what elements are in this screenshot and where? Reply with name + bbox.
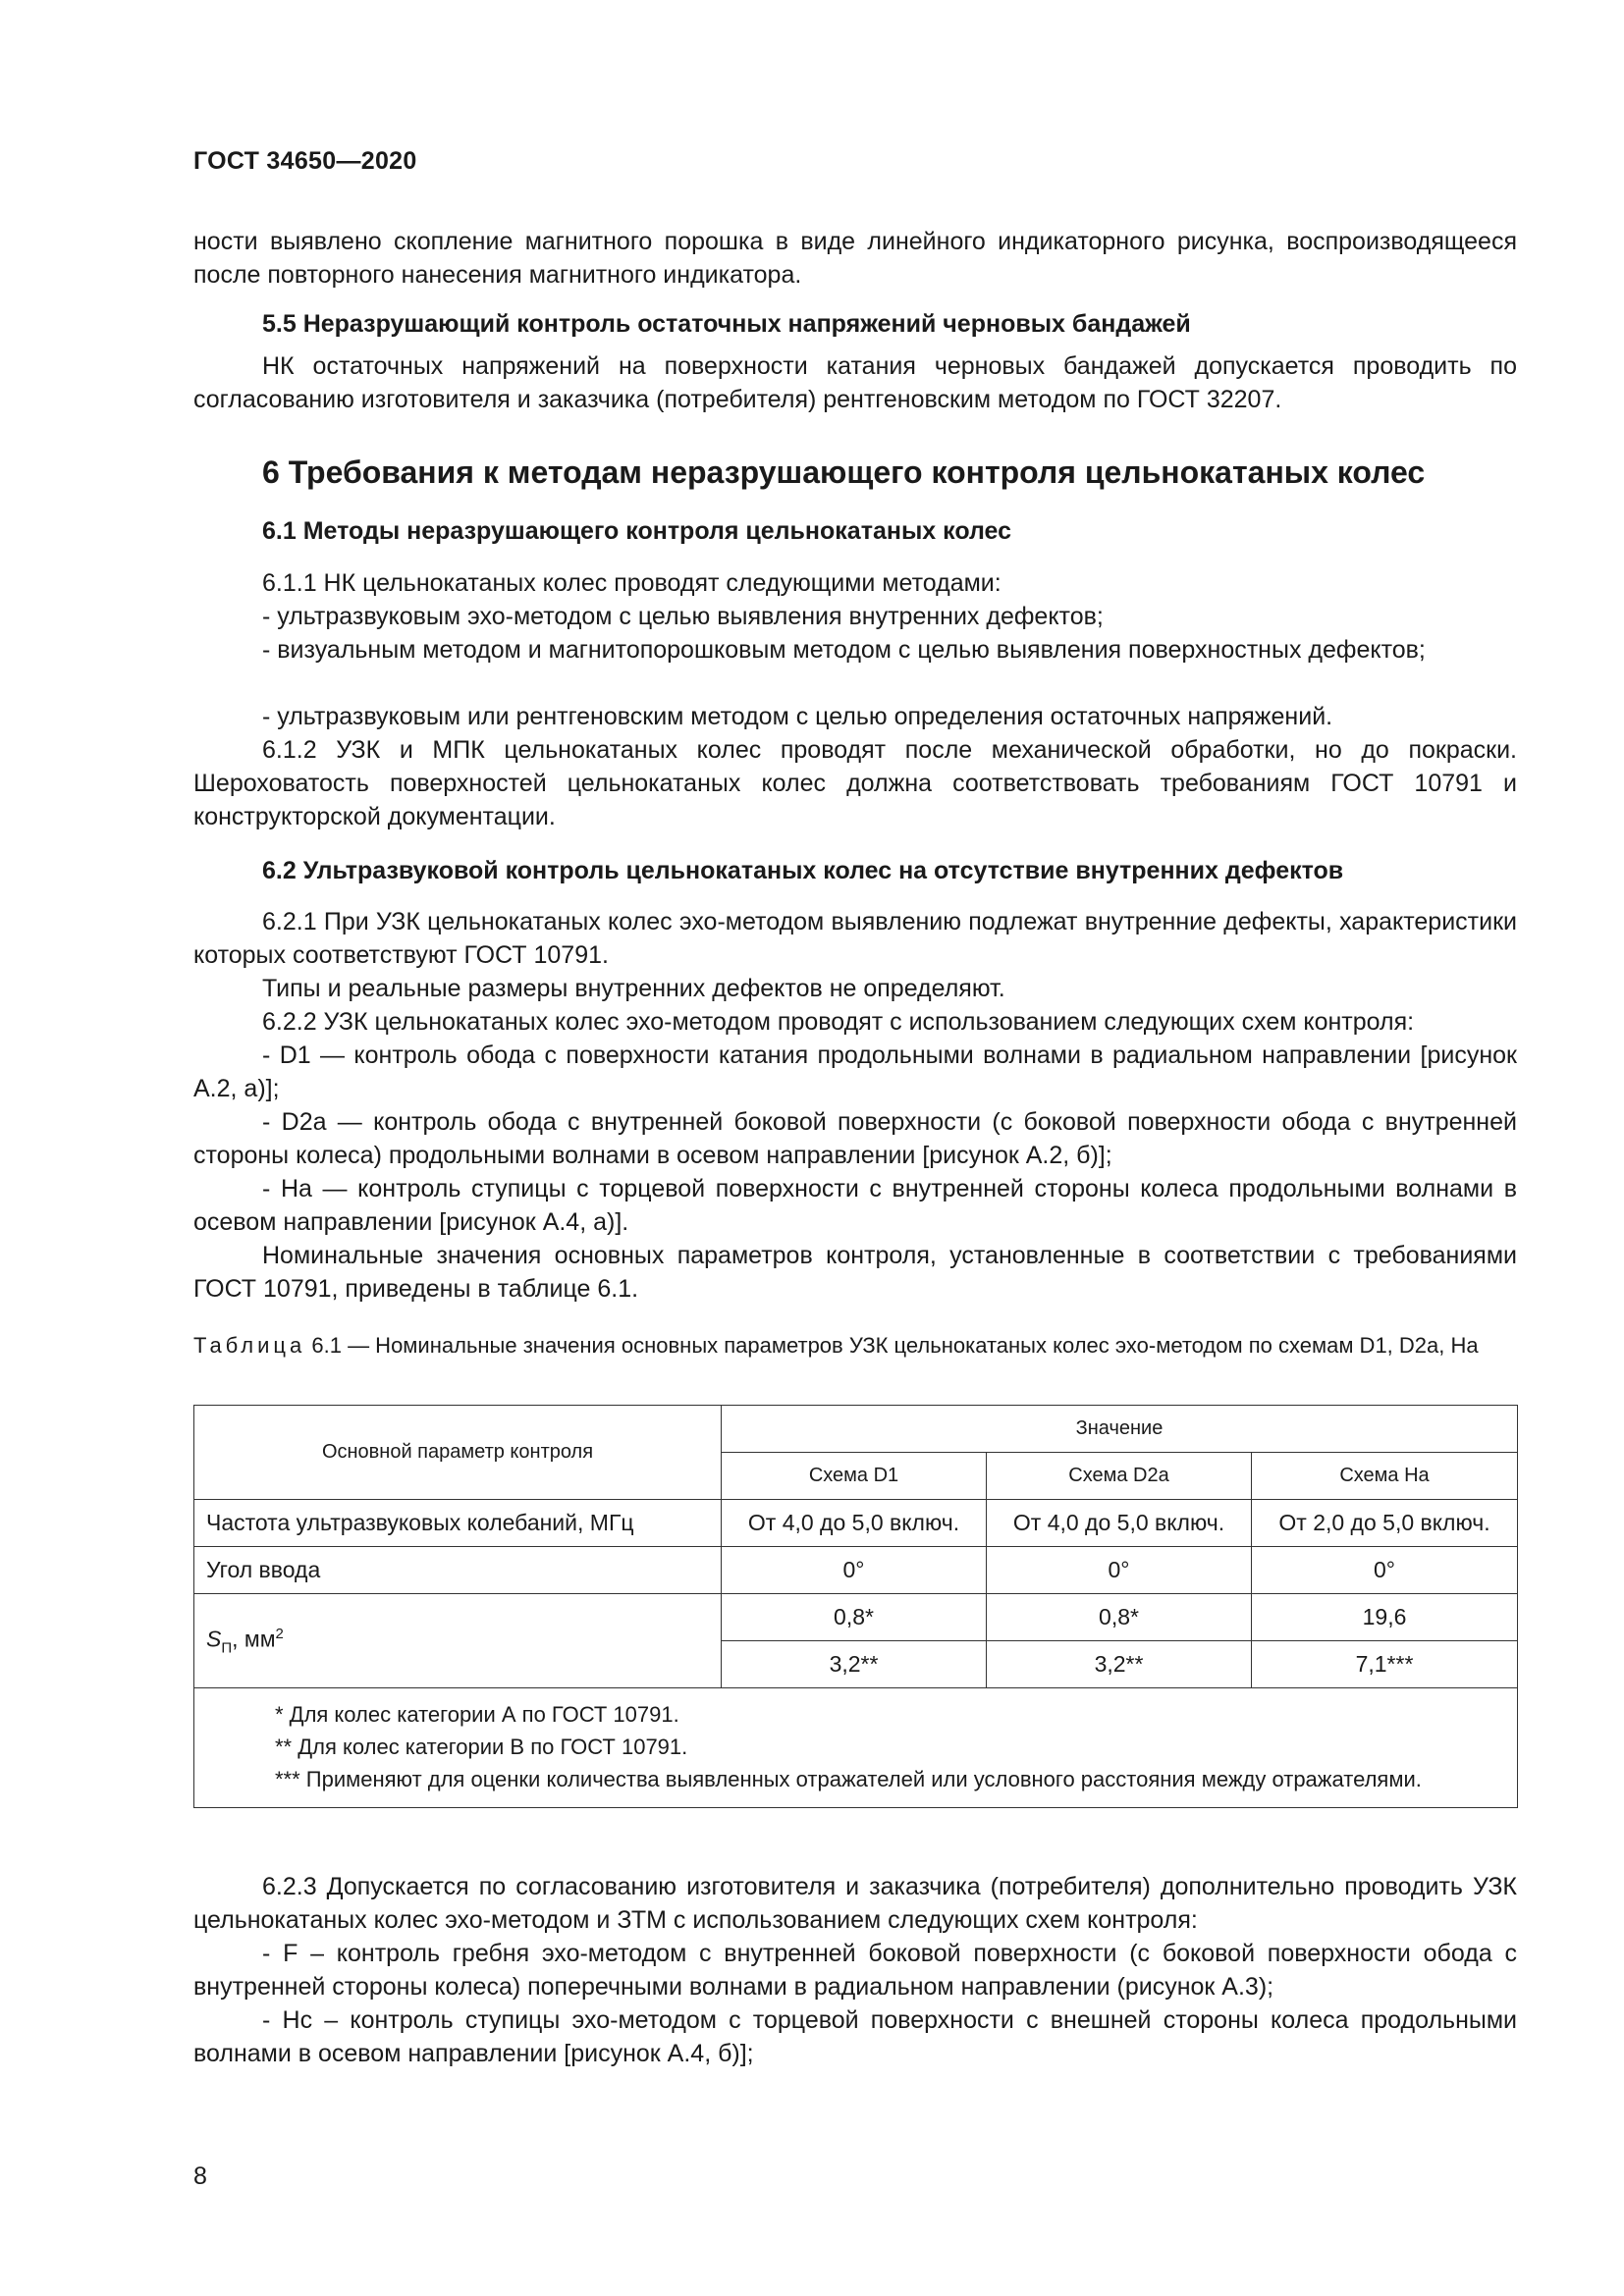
list-item: - F – контроль гребня эхо-методом с внутренней боковой поверхности (с боковой поверхности обода с внутренней стороны колеса) поперечными волнами в радиальном направлении (рисунок А.3); [193,1940,1517,2001]
para-6-1-2: 6.1.2 УЗК и МПК цельнокатаных колес проводят после механической обработки, но до покраски. Шероховатость поверхностей цельнокатаных колес должна соответствовать требованиям ГОСТ 10791 и конструкторской документации. [193,736,1517,830]
para-6-2-2: 6.2.2 УЗК цельнокатаных колес эхо-методом проводят с использованием следующих схем контроля: [262,1008,1415,1036]
table-cell: 0° [987,1547,1252,1594]
table-header-scheme-d2a: Схема D2а [987,1453,1252,1500]
table-cell: От 4,0 до 5,0 включ. [987,1500,1252,1547]
table-note: ** Для колес категории В по ГОСТ 10791. [275,1735,688,1759]
para-6-1-1: 6.1.1 НК цельнокатаных колес проводят следующими методами: [262,569,1001,597]
section-5-5-title: 5.5 Неразрушающий контроль остаточных напряжений черновых бандажей [262,310,1191,338]
table-header-scheme-d1: Схема D1 [722,1453,987,1500]
continuation-paragraph: ности выявлено скопление магнитного порошка в виде линейного индикаторного рисунка, воспроизводящееся после повторного нанесения магнитного индикатора. [193,228,1517,289]
table-cell: От 4,0 до 5,0 включ. [722,1500,987,1547]
table-caption-text: 6.1 — Номинальные значения основных параметров УЗК цельнокатаных колес эхо-методом по схемам D1, D2а, На [305,1333,1479,1358]
table-cell: 3,2** [987,1641,1252,1688]
table-header-parameter: Основной параметр контроля [194,1406,722,1500]
table-cell: Частота ультразвуковых колебаний, МГц [194,1500,722,1547]
table-cell: 0° [722,1547,987,1594]
table-row [194,1594,1518,1641]
table-cell: 0,8* [987,1594,1252,1641]
table-cell: 0° [1252,1547,1518,1594]
document-header: ГОСТ 34650—2020 [193,147,417,175]
table-caption [193,1330,1517,1362]
para-6-2-2b: Номинальные значения основных параметров контроля, установленные в соответствии с требованиями ГОСТ 10791, приведены в таблице 6.1. [193,1242,1517,1303]
sp-symbol: S [206,1626,222,1652]
table-cell: От 2,0 до 5,0 включ. [1252,1500,1518,1547]
table-row [194,1547,1518,1594]
section-6-1-title: 6.1 Методы неразрушающего контроля цельнокатаных колес [262,517,1012,545]
section-5-5-body: НК остаточных напряжений на поверхности катания черновых бандажей допускается проводить по согласованию изготовителя и заказчика (потребителя) рентгеновским методом по ГОСТ 32207. [193,352,1517,413]
list-item: - На — контроль ступицы с торцевой поверхности с внутренней стороны колеса продольными волнами в осевом направлении [рисунок А.4, а)]. [193,1175,1517,1236]
list-item: - D2а — контроль обода с внутренней боковой поверхности (с боковой поверхности обода с внутренней стороны колеса) продольными волнами в осевом направлении [рисунок А.2, б)]; [193,1108,1517,1169]
list-item: - Нс – контроль ступицы эхо-методом с торцевой поверхности с внешней стороны колеса продольными волнами в осевом направлении [рисунок А.4, б)]; [193,2006,1517,2067]
parameters-table [193,1405,1518,1808]
table-cell-sp-label [194,1594,722,1688]
table-header-value: Значение [722,1406,1518,1453]
table-notes [194,1688,1518,1808]
sp-subscript: П [221,1639,233,1657]
page-number: 8 [193,2163,207,2190]
table-notes-row [194,1688,1518,1808]
table-cell: 19,6 [1252,1594,1518,1641]
list-item: - ультразвуковым эхо-методом с целью выявления внутренних дефектов; [262,603,1104,630]
table-cell: Угол ввода [194,1547,722,1594]
section-6-title: 6 Требования к методам неразрушающего контроля цельнокатаных колес [262,454,1426,490]
table-cell: 3,2** [722,1641,987,1688]
list-item: - D1 — контроль обода с поверхности катания продольными волнами в радиальном направлении [рисунок А.2, а)]; [193,1041,1517,1102]
para-6-2-1: 6.2.1 При УЗК цельнокатаных колес эхо-методом выявлению подлежат внутренние дефекты, характеристики которых соответствуют ГОСТ 10791. [193,908,1517,969]
list-item: - визуальным методом и магнитопорошковым методом с целью выявления поверхностных дефектов; [262,636,1426,664]
para-6-2-1b: Типы и реальные размеры внутренних дефектов не определяют. [262,975,1005,1002]
table-row [194,1500,1518,1547]
sp-unit: , мм [232,1626,276,1652]
para-6-2-3: 6.2.3 Допускается по согласованию изготовителя и заказчика (потребителя) дополнительно проводить УЗК цельнокатаных колес эхо-методом и ЗТМ с использованием следующих схем контроля: [193,1873,1517,1934]
list-item: - ультразвуковым или рентгеновским методом с целью определения остаточных напряжений. [262,703,1333,730]
table-note: *** Применяют для оценки количества выявленных отражателей или условного расстояния между отражателями. [275,1767,1422,1791]
table-caption-label: Таблица [193,1333,306,1358]
table-cell: 7,1*** [1252,1641,1518,1688]
section-6-2-title: 6.2 Ультразвуковой контроль цельнокатаных колес на отсутствие внутренних дефектов [262,857,1344,884]
table-header-scheme-ha: Схема На [1252,1453,1518,1500]
table-cell: 0,8* [722,1594,987,1641]
sp-superscript: 2 [275,1625,284,1642]
table-note: * Для колес категории А по ГОСТ 10791. [275,1702,679,1727]
